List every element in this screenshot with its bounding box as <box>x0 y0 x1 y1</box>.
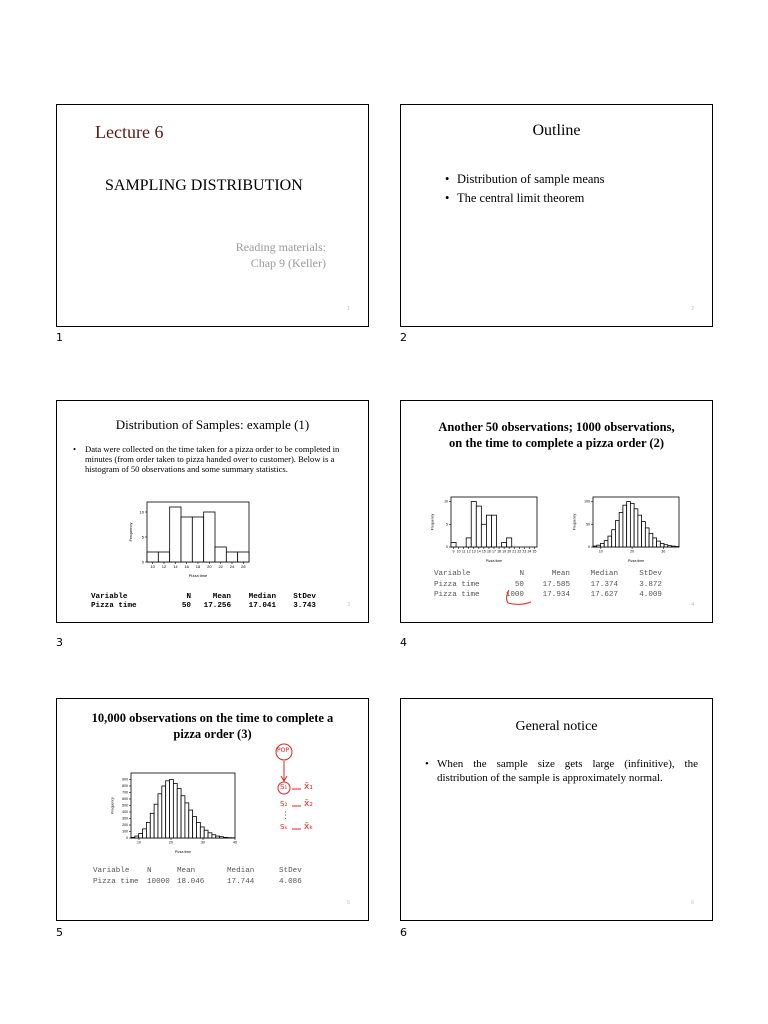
histogram-bar <box>185 803 189 838</box>
stats-cell: 17.256 <box>203 602 231 610</box>
y-tick-label: 700 <box>122 790 128 795</box>
histogram-bar <box>653 538 657 547</box>
slide-number: 5 <box>347 900 350 906</box>
histogram-bar <box>615 521 619 547</box>
x-tick-label: 11 <box>461 549 466 554</box>
slide-number: 4 <box>691 602 694 608</box>
y-tick-label: 5 <box>446 522 448 527</box>
x-tick-label: 10 <box>456 549 461 554</box>
slide-6[interactable] <box>400 698 713 921</box>
stats-header-cell: N <box>186 593 191 601</box>
stats-cell: 18.046 <box>177 877 205 886</box>
histogram-bar <box>181 796 185 838</box>
x-tick-label: 23 <box>522 549 527 554</box>
histogram-bar <box>471 502 476 547</box>
stats-cell: 17.744 <box>227 877 255 886</box>
histogram-bar <box>173 783 177 838</box>
stats-cell: Pizza time <box>434 591 480 599</box>
x-tick-label: 18 <box>497 549 502 554</box>
x-tick-label: 30 <box>201 840 205 845</box>
histogram-bar <box>657 541 661 547</box>
reading-line-2: Chap 9 (Keller) <box>250 256 326 270</box>
histogram-bar <box>604 541 608 547</box>
histogram-bar <box>608 536 612 547</box>
y-axis-label: Frequency <box>128 522 133 542</box>
slide-title <box>401 419 712 451</box>
histogram-50 <box>127 498 257 578</box>
y-tick-label: 100 <box>584 499 590 504</box>
stats-header-cell: StDev <box>279 867 302 875</box>
y-tick-label: 500 <box>122 803 128 808</box>
slide-title: General notice <box>515 719 598 734</box>
s1-label: S₁ <box>280 783 288 791</box>
y-tick-label: 5 <box>141 534 144 540</box>
page-number-3: 3 <box>56 636 63 649</box>
histogram-50-second <box>429 493 541 563</box>
dots-label: ⋮ <box>281 811 290 821</box>
page-number-1: 1 <box>56 331 63 344</box>
stats-row <box>91 602 316 611</box>
stats-header-row <box>91 593 316 602</box>
y-tick-label: 100 <box>122 829 128 834</box>
histogram-bar <box>216 836 220 838</box>
slide-3[interactable] <box>56 400 369 623</box>
stats-header-cell: Variable <box>434 570 471 578</box>
slide-4[interactable] <box>400 400 713 623</box>
x-tick-label: 12 <box>466 549 471 554</box>
y-tick-label: 0 <box>588 545 590 550</box>
x-tick-label: 16 <box>486 549 491 554</box>
stats-cell: 1000 <box>505 591 524 599</box>
histogram-bar <box>623 505 627 547</box>
x-tick-label: 21 <box>512 549 517 554</box>
histogram-bar <box>193 817 197 838</box>
slide-1[interactable] <box>56 104 369 327</box>
histogram-bar <box>139 833 143 838</box>
histogram-bar <box>466 538 471 547</box>
x-axis-label: Pizza time <box>188 573 208 578</box>
x-axis-label: Pizza time <box>627 559 645 563</box>
outline-item: • Distribution of sample means <box>445 170 605 189</box>
y-tick-label: 600 <box>122 797 128 802</box>
y-tick-label: 10 <box>139 509 144 515</box>
slide-title: Outline <box>532 122 581 139</box>
histogram-bar <box>146 822 150 838</box>
xk-label: x̄ₖ <box>304 822 314 832</box>
outline-item: • The central limit theorem <box>445 189 605 208</box>
histogram-bar <box>672 546 676 547</box>
histogram-bar <box>223 837 227 838</box>
summary-stats <box>91 593 316 611</box>
histogram-bar <box>634 509 638 547</box>
stats-cell: 4.009 <box>639 591 662 599</box>
x-tick-label: 12 <box>161 564 167 569</box>
histogram-bar <box>220 837 224 838</box>
stats-cell: 10000 <box>147 877 170 886</box>
slide-number: 2 <box>691 306 694 312</box>
reading-materials <box>236 239 326 271</box>
histogram-bar <box>196 822 200 838</box>
page-number-2: 2 <box>400 331 407 344</box>
outline-list <box>445 170 605 208</box>
stats-header-cell: StDev <box>293 593 316 601</box>
summary-stats <box>434 569 662 601</box>
histogram-bar <box>664 545 668 547</box>
y-tick-label: 200 <box>122 823 128 828</box>
x-tick-label: 22 <box>218 564 223 569</box>
title-line-2: on the time to complete a pizza order (2) <box>449 436 664 450</box>
stats-row <box>93 877 319 888</box>
stats-header-cell: N <box>519 570 524 578</box>
x-tick-label: 25 <box>532 549 537 554</box>
stats-header-cell: StDev <box>639 570 662 578</box>
histogram-bar <box>154 804 158 838</box>
stats-cell: 50 <box>181 602 191 610</box>
x-tick-label: 10 <box>137 840 141 845</box>
histogram-bar <box>200 827 204 838</box>
y-tick-label: 900 <box>122 777 128 782</box>
handwritten-annotation <box>269 743 349 843</box>
histogram-bar <box>143 829 147 838</box>
y-tick-label: 0 <box>126 836 128 841</box>
histogram-bar <box>593 546 597 547</box>
summary-stats <box>93 866 319 887</box>
histogram-bar <box>642 522 646 547</box>
histogram-bar <box>507 538 512 547</box>
histogram-bar <box>491 515 496 547</box>
y-tick-label: 10 <box>444 499 448 504</box>
slide-body <box>73 444 342 474</box>
stats-row <box>434 590 662 601</box>
stats-cell: 17.934 <box>542 591 570 599</box>
page-number-5: 5 <box>56 926 63 939</box>
histogram-bar <box>630 503 634 547</box>
histogram-bar <box>226 552 237 562</box>
y-tick-label: 0 <box>446 545 448 550</box>
histogram-bar <box>597 545 601 547</box>
y-axis-label: Frequency <box>572 513 577 531</box>
title-line-1: 10,000 observations on the time to complete a <box>91 711 334 725</box>
histogram-bar <box>189 810 193 838</box>
lecture-title: Lecture 6 <box>95 122 164 142</box>
x-tick-label: 24 <box>229 564 235 569</box>
x-tick-label: 40 <box>233 840 237 845</box>
ink-stroke <box>507 590 531 604</box>
histogram-bar <box>649 533 653 547</box>
title-line-2: pizza order (3) <box>173 727 252 741</box>
x-axis-label: Pizza time <box>174 850 192 854</box>
x-tick-label: 20 <box>169 840 173 845</box>
x-tick-label: 16 <box>184 564 189 569</box>
x-tick-label: 13 <box>471 549 476 554</box>
slide-heading: SAMPLING DISTRIBUTION <box>105 177 303 194</box>
s2-label: S₂ <box>280 800 288 808</box>
y-axis-label: Frequency <box>110 797 115 814</box>
y-tick-label: 50 <box>586 522 590 527</box>
stats-header-cell: Variable <box>91 593 128 601</box>
histogram-bar <box>212 835 216 838</box>
stats-cell: Pizza time <box>93 877 139 886</box>
red-ink-circle-annotation <box>475 586 535 608</box>
histogram-bar <box>181 517 192 562</box>
slide-number: 6 <box>691 900 694 906</box>
stats-cell: 4.086 <box>279 877 302 886</box>
histogram-bar <box>612 530 616 547</box>
histogram-bar <box>166 781 170 838</box>
stats-cell: 3.872 <box>639 580 662 589</box>
histogram-bar <box>131 837 135 838</box>
stats-cell: 17.374 <box>590 580 618 589</box>
stats-header-cell: N <box>147 867 152 875</box>
x-tick-label: 20 <box>207 564 212 569</box>
slide-5[interactable] <box>56 698 369 921</box>
histogram-bar <box>502 542 507 547</box>
slide-title <box>57 710 368 742</box>
stats-header-cell: Median <box>590 570 618 578</box>
x-tick-label: 14 <box>173 564 178 569</box>
x-tick-label: 20 <box>630 549 635 554</box>
histogram-bar <box>192 517 203 562</box>
body-text: • Data were collected on the time taken for a pizza order to be completed in minutes (from order taken to pizza handed over to customer). Below is a histogram of 50 observations and some summary statistics. <box>73 444 342 474</box>
histogram-bar <box>158 552 169 562</box>
histogram-10000 <box>109 769 239 854</box>
x-tick-label: 19 <box>502 549 507 554</box>
stats-cell: Pizza time <box>91 602 137 610</box>
x-tick-label: 24 <box>527 549 532 554</box>
histogram-bar <box>215 547 226 562</box>
histogram-bar <box>476 506 481 547</box>
histogram-bar <box>486 515 491 547</box>
x-tick-label: 18 <box>195 564 201 569</box>
histogram-bar <box>668 546 672 547</box>
x-tick-label: 26 <box>241 564 246 569</box>
stats-header-row <box>434 569 662 580</box>
x-tick-label: 15 <box>481 549 486 554</box>
title-line-1: Another 50 observations; 1000 observations, <box>438 420 675 434</box>
stats-header-cell: Mean <box>177 867 196 875</box>
x2-label: x̄₂ <box>304 799 313 809</box>
x-tick-label: 17 <box>492 549 496 554</box>
histogram-bar <box>204 830 208 838</box>
histogram-bar <box>451 542 456 547</box>
stats-header-cell: Median <box>227 867 255 875</box>
notice-list <box>425 757 698 785</box>
y-tick-label: 0 <box>141 559 144 565</box>
notice-item: • When the sample size gets large (infinitive), the distribution of the sample is approximately normal. <box>425 757 698 785</box>
histogram-1000 <box>571 493 683 563</box>
slide-2[interactable] <box>400 104 713 327</box>
stats-header-cell: Median <box>248 593 276 601</box>
histogram-bar <box>660 543 664 547</box>
page-number-4: 4 <box>400 636 407 649</box>
stats-cell: 50 <box>514 580 524 589</box>
x-tick-label: 20 <box>507 549 512 554</box>
histogram-bar <box>481 524 486 547</box>
histogram-bar <box>158 794 162 838</box>
histogram-bar <box>619 512 623 547</box>
stats-header-cell: Variable <box>93 867 130 875</box>
histogram-bar <box>645 528 649 547</box>
stats-cell: 17.585 <box>542 580 570 589</box>
stats-row <box>434 580 662 591</box>
histogram-bar <box>238 552 249 562</box>
histogram-bar <box>170 507 181 562</box>
histogram-bar <box>177 789 181 838</box>
histogram-bar <box>162 786 166 838</box>
histogram-bar <box>170 780 174 839</box>
stats-header-cell: Mean <box>212 593 231 601</box>
slide-number: 1 <box>347 306 350 312</box>
x1-label: x̄₁ <box>304 782 313 792</box>
slide-number: 3 <box>347 602 350 608</box>
y-axis-label: Frequency <box>430 513 435 531</box>
histogram-bar <box>135 836 139 838</box>
y-tick-label: 300 <box>122 816 128 821</box>
stats-cell: 17.627 <box>590 591 618 599</box>
histogram-bar <box>147 552 158 562</box>
page-number-6: 6 <box>400 926 407 939</box>
x-tick-label: 9 <box>452 549 455 554</box>
y-tick-label: 400 <box>122 810 128 815</box>
stats-header-row <box>93 866 319 877</box>
histogram-bar <box>208 833 212 838</box>
stats-cell: 17.041 <box>248 602 276 610</box>
stats-header-cell: Mean <box>551 570 570 578</box>
histogram-bar <box>638 515 642 547</box>
histogram-bar <box>150 813 154 838</box>
x-tick-label: 10 <box>598 549 603 554</box>
slide-title: Distribution of Samples: example (1) <box>115 417 310 432</box>
histogram-bar <box>627 502 631 547</box>
x-axis-label: Pizza time <box>485 559 503 563</box>
histogram-bar <box>204 512 215 562</box>
reading-line-1: Reading materials: <box>235 240 326 254</box>
stats-cell: Pizza time <box>434 580 480 589</box>
pop-label: POP <box>277 747 289 754</box>
stats-cell: 3.743 <box>293 602 316 610</box>
x-tick-label: 22 <box>517 549 522 554</box>
x-tick-label: 14 <box>476 549 481 554</box>
x-tick-label: 10 <box>150 564 155 569</box>
sk-label: Sₖ <box>280 823 288 831</box>
histogram-bar <box>600 543 604 547</box>
x-tick-label: 30 <box>661 549 666 554</box>
y-tick-label: 800 <box>122 784 128 789</box>
